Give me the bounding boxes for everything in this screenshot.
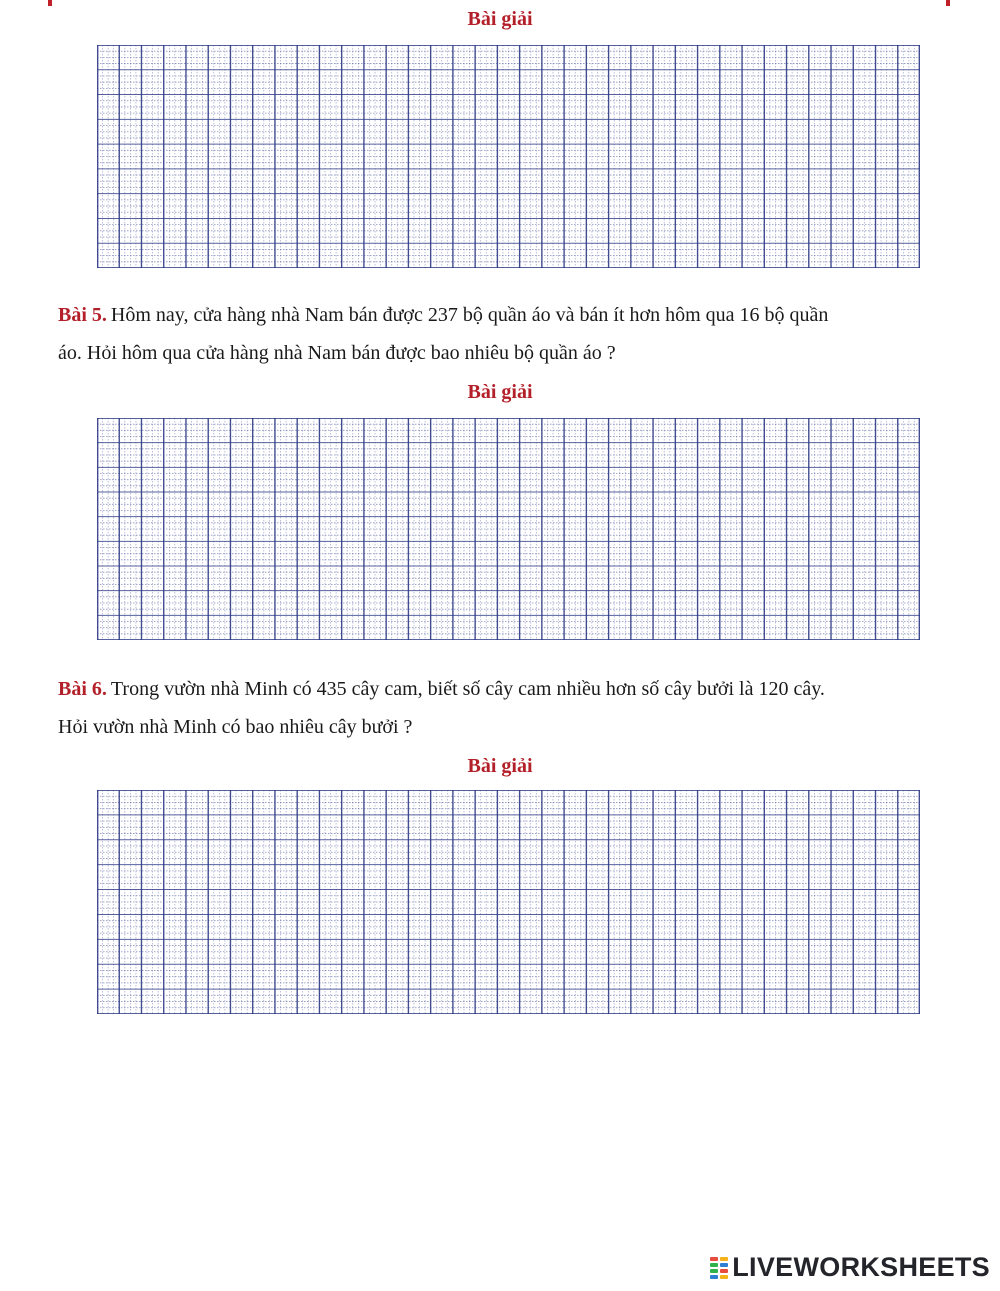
problem-5-text-line1: Hôm nay, cửa hàng nhà Nam bán được 237 bộ quần áo và bán ít hơn hôm qua 16 bộ quần (110, 304, 829, 326)
problem-6-text-line1: Trong vườn nhà Minh có 435 cây cam, biết số cây cam nhiều hơn số cây bưởi là 120 cây. (110, 678, 825, 700)
liveworksheets-logo-icon (710, 1257, 728, 1279)
solution-title: Bài giải (467, 381, 533, 403)
page-edge-mark (48, 0, 52, 6)
answer-grid-4[interactable] (97, 45, 920, 268)
problem-6-label: Bài 6. (58, 678, 107, 700)
problem-6 (58, 670, 948, 746)
problem-6-text-line2: Hỏi vườn nhà Minh có bao nhiêu cây bưởi ? (58, 716, 413, 738)
page-edge-mark (946, 0, 950, 6)
liveworksheets-logo-text: LIVEWORKSHEETS (732, 1252, 990, 1282)
liveworksheets-logo (710, 1252, 990, 1283)
answer-grid-5[interactable] (97, 418, 920, 640)
answer-grid-6[interactable] (97, 790, 920, 1014)
problem-5 (58, 296, 948, 372)
grid-lines (97, 45, 920, 268)
problem-5-text-line2: áo. Hỏi hôm qua cửa hàng nhà Nam bán được bao nhiêu bộ quần áo ? (58, 342, 616, 364)
grid-lines (97, 418, 920, 640)
problem-5-label: Bài 5. (58, 304, 107, 326)
solution-title: Bài giải (467, 755, 533, 777)
solution-title: Bài giải (467, 8, 533, 30)
grid-lines (97, 790, 920, 1014)
